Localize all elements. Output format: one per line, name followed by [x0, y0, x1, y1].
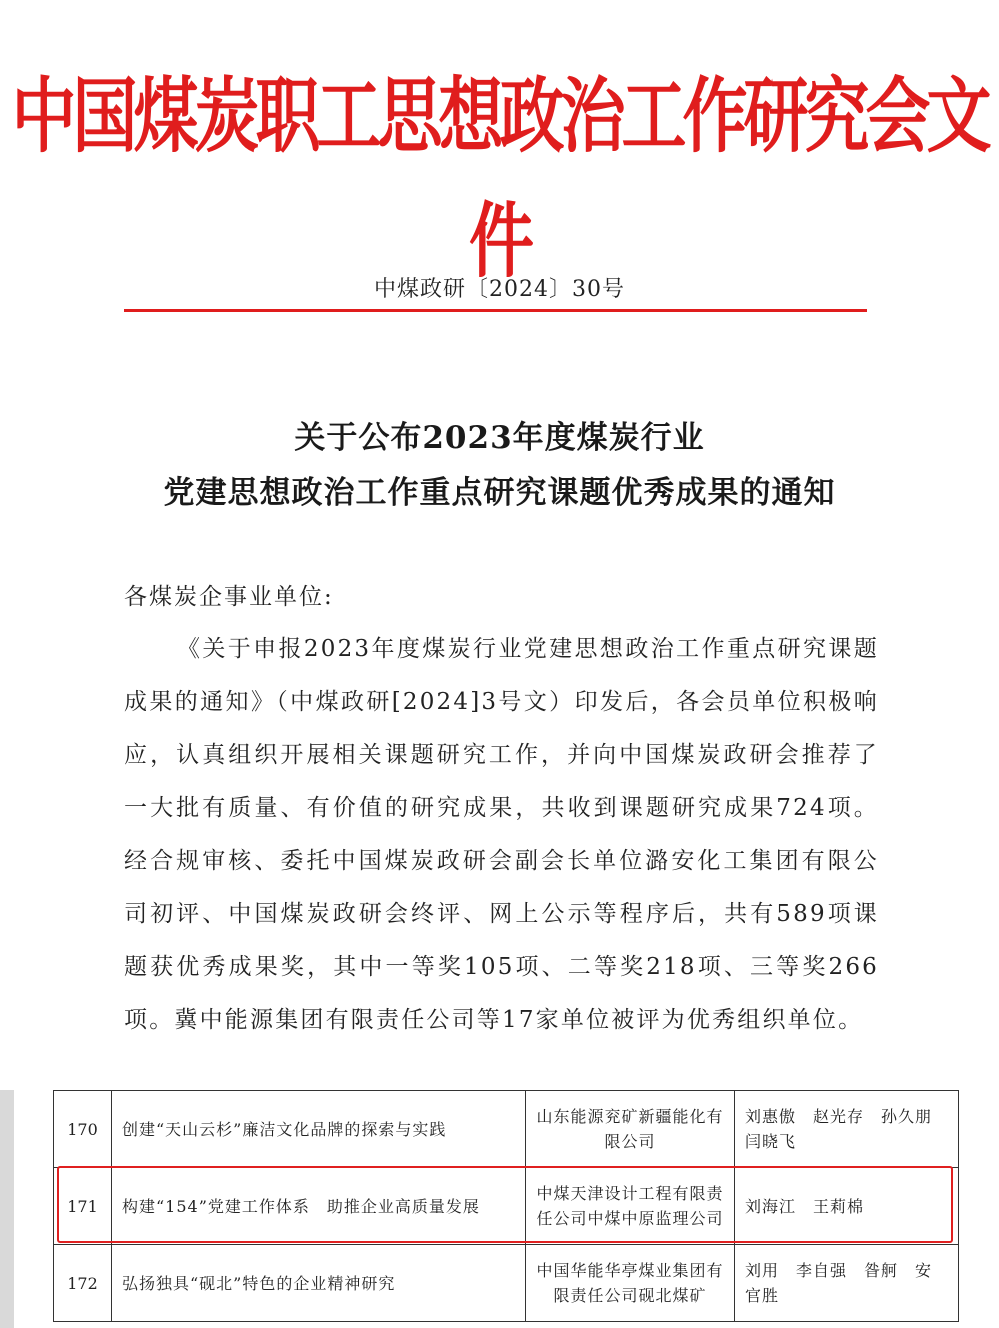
body-paragraph: 《关于申报2023年度煤炭行业党建思想政治工作重点研究课题成果的通知》（中煤政研[2024]3号文）印发后，各会员单位积极响应，认真组织开展相关课题研究工作，并向中国煤炭政研会推荐了一大批有质量、有价值的研究成果，共收到课题研究成果724项。经合规审核、委托中国煤炭政研会副会长单位潞安化工集团有限公司初评、中国煤炭政研会终评、网上公示等程序后，共有589项课题获优秀成果奖，其中一等奖105项、二等奖218项、三等奖266项。冀中能源集团有限责任公司等17家单位被评为优秀组织单位。: [124, 636, 879, 1033]
topic-cell: 创建“天山云杉”廉洁文化品牌的探索与实践: [112, 1091, 526, 1168]
scan-edge: [0, 1090, 14, 1328]
unit-cell: 中煤天津设计工程有限责任公司中煤中原监理公司: [526, 1168, 735, 1245]
red-divider: [124, 309, 867, 312]
authors-cell: 刘惠傲 赵光存 孙久朋 闫晓飞: [735, 1091, 959, 1168]
topic-cell: 构建“154”党建工作体系 助推企业高质量发展: [112, 1168, 526, 1245]
topic-cell: 弘扬独具“砚北”特色的企业精神研究: [112, 1245, 526, 1322]
table-row: [54, 1091, 959, 1168]
table-row: [54, 1245, 959, 1322]
table-row: [54, 1168, 959, 1245]
authors-cell: 刘用 李自强 昝舸 安官胜: [735, 1245, 959, 1322]
notice-title-line1: 关于公布2023年度煤炭行业: [294, 420, 705, 456]
authors-cell: 刘海江 王莉棉: [735, 1168, 959, 1245]
masthead-title: 中国煤炭职工思想政治工作研究会文件: [11, 70, 988, 289]
row-number: 172: [54, 1245, 112, 1322]
unit-cell: 山东能源兖矿新疆能化有限公司: [526, 1091, 735, 1168]
notice-title-line2: 党建思想政治工作重点研究课题优秀成果的通知: [163, 475, 836, 511]
unit-cell: 中国华能华亭煤业集团有限责任公司砚北煤矿: [526, 1245, 735, 1322]
row-number: 170: [54, 1091, 112, 1168]
document-number: 中煤政研〔2024〕30号: [374, 277, 625, 302]
salutation: 各煤炭企事业单位:: [124, 584, 334, 610]
row-number: 171: [54, 1168, 112, 1245]
results-table: [53, 1090, 959, 1322]
